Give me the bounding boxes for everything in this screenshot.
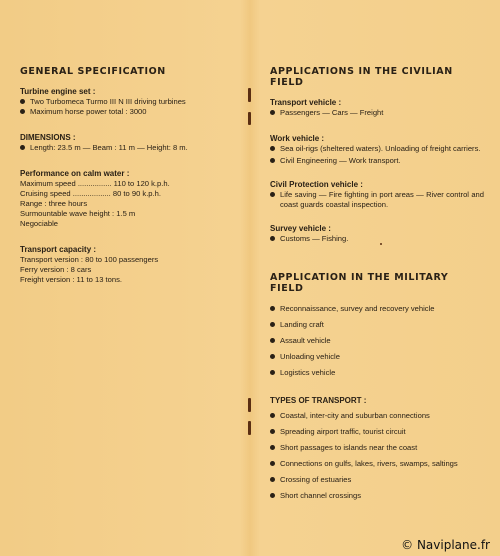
list-item: Life saving — Fire fighting in port areas — River control and coast guards coastal inspection. — [270, 190, 484, 210]
list-item: Short channel crossings — [270, 491, 484, 501]
performance-line: Surmountable wave height : 1.5 m — [20, 209, 136, 218]
right-column — [270, 66, 484, 513]
survey-vehicle-section — [270, 224, 484, 244]
staple-mark-top — [248, 88, 251, 102]
bullet-icon — [270, 493, 275, 498]
survey-vehicle-heading: Survey vehicle : — [270, 224, 331, 233]
list-item: Civil Engineering — Work transport. — [270, 156, 484, 166]
list-item: Sea oil-rigs (sheltered waters). Unloading of freight carriers. — [270, 144, 484, 154]
performance-line: Negociable — [20, 219, 58, 228]
military-field-title: APPLICATION IN THE MILITARY FIELD — [270, 272, 449, 294]
list-item: Crossing of estuaries — [270, 475, 484, 485]
list-item: Spreading airport traffic, tourist circuit — [270, 427, 484, 437]
bullet-icon — [20, 145, 25, 150]
civil-protection-section — [270, 180, 484, 210]
civilian-field-title: APPLICATIONS IN THE CIVILIAN FIELD — [270, 66, 453, 88]
bullet-icon — [270, 461, 275, 466]
left-column — [20, 66, 242, 297]
transport-line: Freight version : 11 to 13 tons. — [20, 275, 123, 284]
turbine-heading: Turbine engine set : — [20, 87, 96, 96]
bullet-icon — [270, 354, 275, 359]
list-item: Two Turbomeca Turmo III N III driving turbines — [20, 97, 242, 107]
bullet-icon — [270, 146, 275, 151]
bullet-icon — [270, 370, 275, 375]
bullet-icon — [270, 477, 275, 482]
bullet-icon — [270, 429, 275, 434]
performance-line: Cruising speed .................. 80 to 90 k.p.h. — [20, 189, 161, 198]
transport-capacity-section — [20, 245, 242, 285]
list-item: Landing craft — [270, 320, 484, 330]
staple-mark-bottom-2 — [248, 421, 251, 435]
dimensions-heading: DIMENSIONS : — [20, 133, 76, 142]
performance-line: Maximum speed ................ 110 to 120 k.p.h. — [20, 179, 170, 188]
list-item: Passengers — Cars — Freight — [270, 108, 484, 118]
dimensions-section — [20, 133, 242, 153]
performance-section — [20, 169, 242, 229]
bullet-icon — [270, 158, 275, 163]
staple-mark-top-2 — [248, 112, 251, 125]
bullet-icon — [270, 110, 275, 115]
copyright-credit: © Naviplane.fr — [401, 538, 490, 552]
transport-line: Transport version : 80 to 100 passengers — [20, 255, 159, 264]
types-of-transport-list — [270, 411, 484, 501]
list-item: Assault vehicle — [270, 336, 484, 346]
work-vehicle-heading: Work vehicle : — [270, 134, 325, 143]
staple-mark-bottom — [248, 398, 251, 412]
work-vehicle-section — [270, 134, 484, 166]
transport-line: Ferry version : 8 cars — [20, 265, 92, 274]
types-of-transport-title: TYPES OF TRANSPORT : — [270, 396, 367, 405]
military-list — [270, 304, 484, 378]
list-item: Connections on gulfs, lakes, rivers, swamps, saltings — [270, 459, 484, 469]
civil-protection-heading: Civil Protection vehicle : — [270, 180, 363, 189]
bullet-icon — [20, 99, 25, 104]
performance-line: Range : three hours — [20, 199, 88, 208]
transport-vehicle-heading: Transport vehicle : — [270, 98, 342, 107]
bullet-icon — [270, 306, 275, 311]
bullet-icon — [270, 338, 275, 343]
bullet-icon — [270, 413, 275, 418]
list-item: Coastal, inter-city and suburban connections — [270, 411, 484, 421]
list-item: Unloading vehicle — [270, 352, 484, 362]
turbine-section — [20, 87, 242, 117]
bullet-icon — [270, 445, 275, 450]
list-item: Reconnaissance, survey and recovery vehicle — [270, 304, 484, 314]
list-item: Logistics vehicle — [270, 368, 484, 378]
bullet-icon — [270, 322, 275, 327]
transport-capacity-heading: Transport capacity : — [20, 245, 97, 254]
list-item: Maximum horse power total : 3000 — [20, 107, 242, 117]
bullet-icon — [270, 192, 275, 197]
performance-heading: Performance on calm water : — [20, 169, 130, 178]
general-specification-title: GENERAL SPECIFICATION — [20, 66, 166, 77]
list-item: Customs — Fishing. — [270, 234, 484, 244]
list-item: Short passages to islands near the coast — [270, 443, 484, 453]
transport-vehicle-section — [270, 98, 484, 118]
bullet-icon — [270, 236, 275, 241]
list-item: Length: 23.5 m — Beam : 11 m — Height: 8 m. — [20, 143, 242, 153]
bullet-icon — [20, 109, 25, 114]
